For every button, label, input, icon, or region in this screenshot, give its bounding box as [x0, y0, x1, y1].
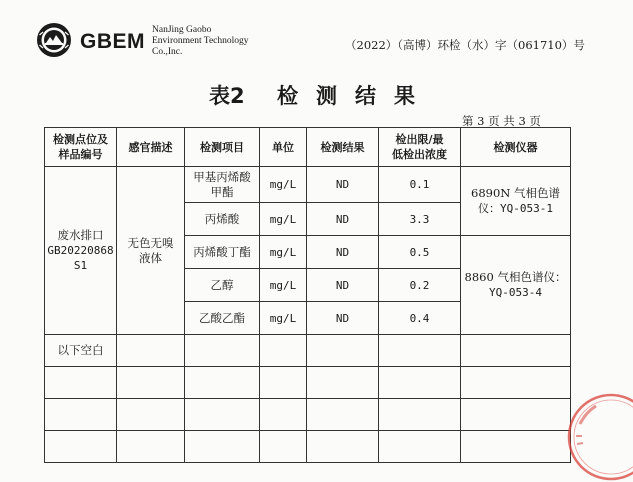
empty-cell	[117, 367, 185, 399]
empty-cell	[461, 335, 571, 367]
limit-cell: 0.4	[379, 302, 461, 335]
instrument-cell: 6890N 气相色谱 仪：YQ-053-1	[461, 167, 571, 236]
company-line: Co.,Inc.	[152, 47, 183, 57]
empty-cell	[185, 335, 260, 367]
empty-cell	[461, 399, 571, 431]
empty-cell	[185, 367, 260, 399]
unit-cell: mg/L	[260, 302, 307, 335]
table-row	[45, 167, 571, 203]
header-cell: 检出限/最 低检出浓度	[379, 128, 461, 167]
empty-cell	[45, 399, 117, 431]
empty-cell	[461, 367, 571, 399]
official-seal-icon	[566, 392, 633, 482]
blank-note-cell: 以下空白	[45, 335, 117, 367]
result-cell: ND	[307, 167, 379, 203]
empty-cell	[307, 367, 379, 399]
empty-cell	[379, 335, 461, 367]
result-cell: ND	[307, 269, 379, 302]
empty-cell	[117, 335, 185, 367]
item-cell: 丙烯酸丁酯	[185, 236, 260, 269]
title-prefix: 表2	[209, 84, 245, 108]
header-cell: 单位	[260, 128, 307, 167]
empty-cell	[461, 431, 571, 463]
result-cell: ND	[307, 236, 379, 269]
sensory-cell: 无色无嗅 液体	[117, 167, 185, 335]
empty-cell	[45, 367, 117, 399]
unit-cell: mg/L	[260, 269, 307, 302]
title-char: 检	[276, 84, 298, 108]
page-info: 第 3 页 共 3 页	[462, 114, 541, 128]
table-row	[45, 431, 571, 463]
empty-cell	[260, 335, 307, 367]
empty-cell	[185, 399, 260, 431]
unit-cell: mg/L	[260, 203, 307, 236]
company-logo-icon	[36, 22, 72, 58]
header-cell: 检测结果	[307, 128, 379, 167]
item-cell: 乙醇	[185, 269, 260, 302]
results-table	[44, 127, 571, 463]
sample-point-cell: 废水排口 GB20220868 S1	[45, 167, 117, 335]
title-char: 结	[354, 84, 376, 108]
limit-cell: 0.1	[379, 167, 461, 203]
page-title	[0, 80, 633, 110]
empty-cell	[260, 367, 307, 399]
empty-cell	[379, 431, 461, 463]
header-cell: 感官描述	[117, 128, 185, 167]
company-line: NanJing Gaobo	[152, 25, 212, 35]
empty-cell	[307, 399, 379, 431]
result-cell: ND	[307, 203, 379, 236]
header-cell: 检测点位及 样品编号	[45, 128, 117, 167]
empty-cell	[45, 431, 117, 463]
table-row	[45, 335, 571, 367]
empty-cell	[185, 431, 260, 463]
title-char: 测	[315, 84, 337, 108]
limit-cell: 3.3	[379, 203, 461, 236]
result-cell: ND	[307, 302, 379, 335]
company-name	[152, 25, 249, 58]
limit-cell: 0.5	[379, 236, 461, 269]
limit-cell: 0.2	[379, 269, 461, 302]
title-char: 果	[393, 84, 415, 108]
empty-cell	[117, 399, 185, 431]
unit-cell: mg/L	[260, 236, 307, 269]
unit-cell: mg/L	[260, 167, 307, 203]
brand-name: GBEM	[80, 30, 145, 53]
table-row	[45, 367, 571, 399]
empty-cell	[260, 431, 307, 463]
header-cell: 检测仪器	[461, 128, 571, 167]
table-row	[45, 399, 571, 431]
empty-cell	[307, 431, 379, 463]
empty-cell	[379, 399, 461, 431]
instrument-cell: 8860 气相色谱仪： YQ-053-4	[461, 236, 571, 335]
empty-cell	[307, 335, 379, 367]
company-line: Environment Technology	[152, 36, 249, 46]
item-cell: 丙烯酸	[185, 203, 260, 236]
empty-cell	[260, 399, 307, 431]
item-cell: 乙酸乙酯	[185, 302, 260, 335]
item-cell: 甲基丙烯酸 甲酯	[185, 167, 260, 203]
header-cell: 检测项目	[185, 128, 260, 167]
certificate-number: （2022）（高博）环检（水）字（061710）号	[345, 38, 585, 52]
table-header-row	[45, 128, 571, 167]
empty-cell	[117, 431, 185, 463]
empty-cell	[379, 367, 461, 399]
